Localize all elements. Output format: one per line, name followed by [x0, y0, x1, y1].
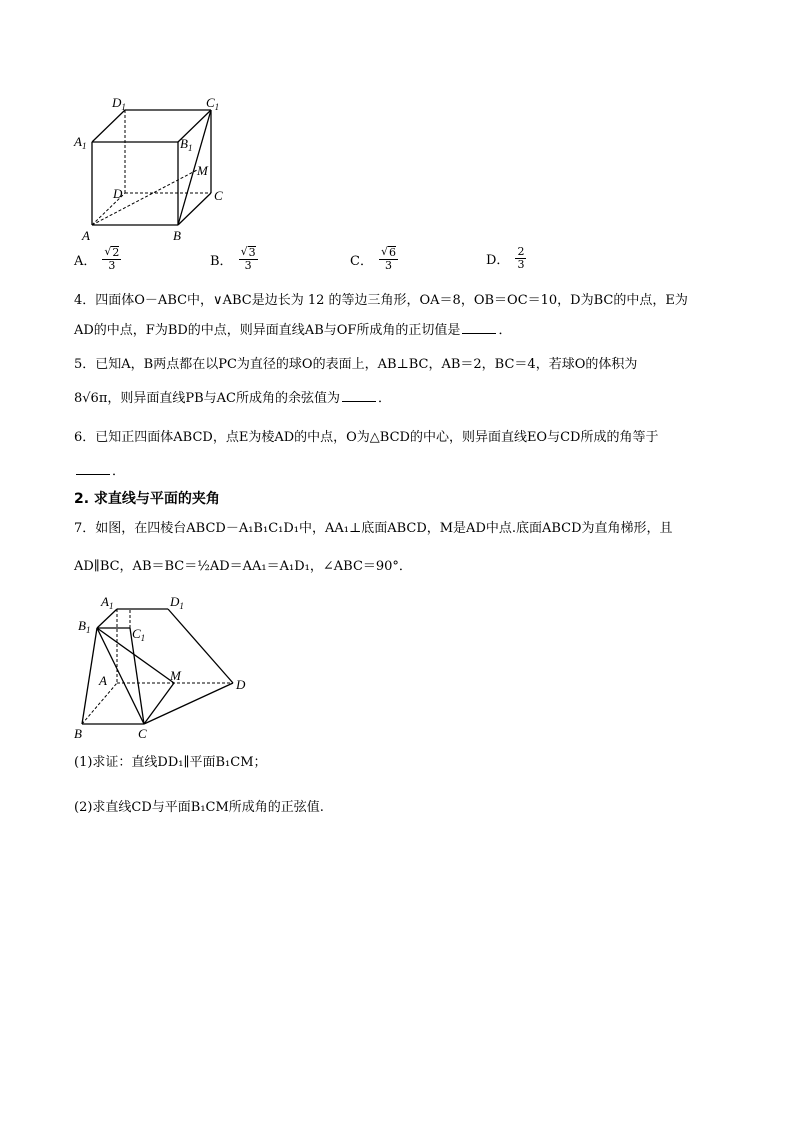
choice-c[interactable]: C． √ 6 3 — [350, 245, 396, 272]
label-D: D — [113, 186, 123, 201]
q4-line2: AD的中点，F为BD的中点，则异面直线AB与OF所成角的正切值是 ． — [74, 323, 512, 338]
question-4 — [74, 292, 734, 340]
label-B1: $B_1$ — [78, 618, 91, 635]
section-heading: 2. 求直线与平面的夹角 — [74, 491, 220, 507]
label-C: C — [214, 188, 223, 203]
label-D1: $D_1$ — [112, 95, 126, 112]
q7-line1: 7．如图，在四棱台ABCD－A₁B₁C₁D₁中，AA₁⊥底面ABCD，M是AD中点.底面ABCD为直角梯形，且 — [74, 521, 673, 536]
q4-line1: 4．四面体O－ABC中，∨ABC是边长为 12 的等边三角形，OA＝8，OB＝OC＝10，D为BC的中点，E为 — [74, 293, 688, 308]
label-B1: $B_1$ — [180, 136, 193, 153]
q4-answer-blank[interactable] — [462, 323, 496, 334]
label-M: M — [197, 163, 208, 178]
question-6 — [74, 429, 734, 481]
q6-line1: 6．已知正四面体ABCD，点E为棱AD的中点，O为△BCD的中心，则异面直线EO与CD所成的角等于 — [74, 430, 659, 445]
label-C1: $C_1$ — [132, 626, 146, 643]
label-D1: $D_1$ — [170, 594, 184, 611]
label-A: A — [99, 673, 107, 688]
choice-a[interactable]: A． √ 2 3 — [74, 245, 120, 272]
q6-line2: ． — [74, 463, 734, 481]
label-C: C — [138, 726, 147, 741]
label-A1: $A_1$ — [101, 594, 114, 611]
label-B: B — [74, 726, 82, 741]
q5-line1: 5．已知A，B两点都在以PC为直径的球O的表面上，AB⊥BC，AB＝2，BC＝4，若球O的体积为 — [74, 357, 638, 372]
label-D: D — [236, 677, 246, 692]
q5-line2: 8√6π，则异面直线PB与AC所成角的余弦值为 ． — [74, 391, 392, 406]
q7-line2: AD∥BC，AB＝BC＝½AD＝AA₁＝A₁D₁，∠ABC＝90°． — [74, 559, 412, 574]
answer-choices — [74, 246, 754, 282]
cube-figure — [70, 92, 240, 247]
label-A: A — [82, 228, 90, 243]
label-M: M — [170, 668, 181, 683]
q7-part1: (1)求证：直线DD₁∥平面B₁CM； — [74, 755, 267, 770]
label-A1: $A_1$ — [74, 134, 87, 151]
question-5 — [74, 356, 734, 408]
choice-d[interactable]: D． $\frac{2}{3}$ — [486, 245, 525, 271]
q7-part2: (2)求直线CD与平面B₁CM所成角的正弦值. — [74, 800, 324, 815]
q5-answer-blank[interactable] — [342, 391, 376, 402]
question-7 — [74, 520, 734, 576]
label-C1: $C_1$ — [206, 95, 220, 112]
choice-b[interactable]: B． √ 3 3 — [210, 245, 256, 272]
frustum-figure — [70, 592, 260, 747]
q6-answer-blank[interactable] — [76, 464, 110, 475]
label-B: B — [173, 228, 181, 243]
